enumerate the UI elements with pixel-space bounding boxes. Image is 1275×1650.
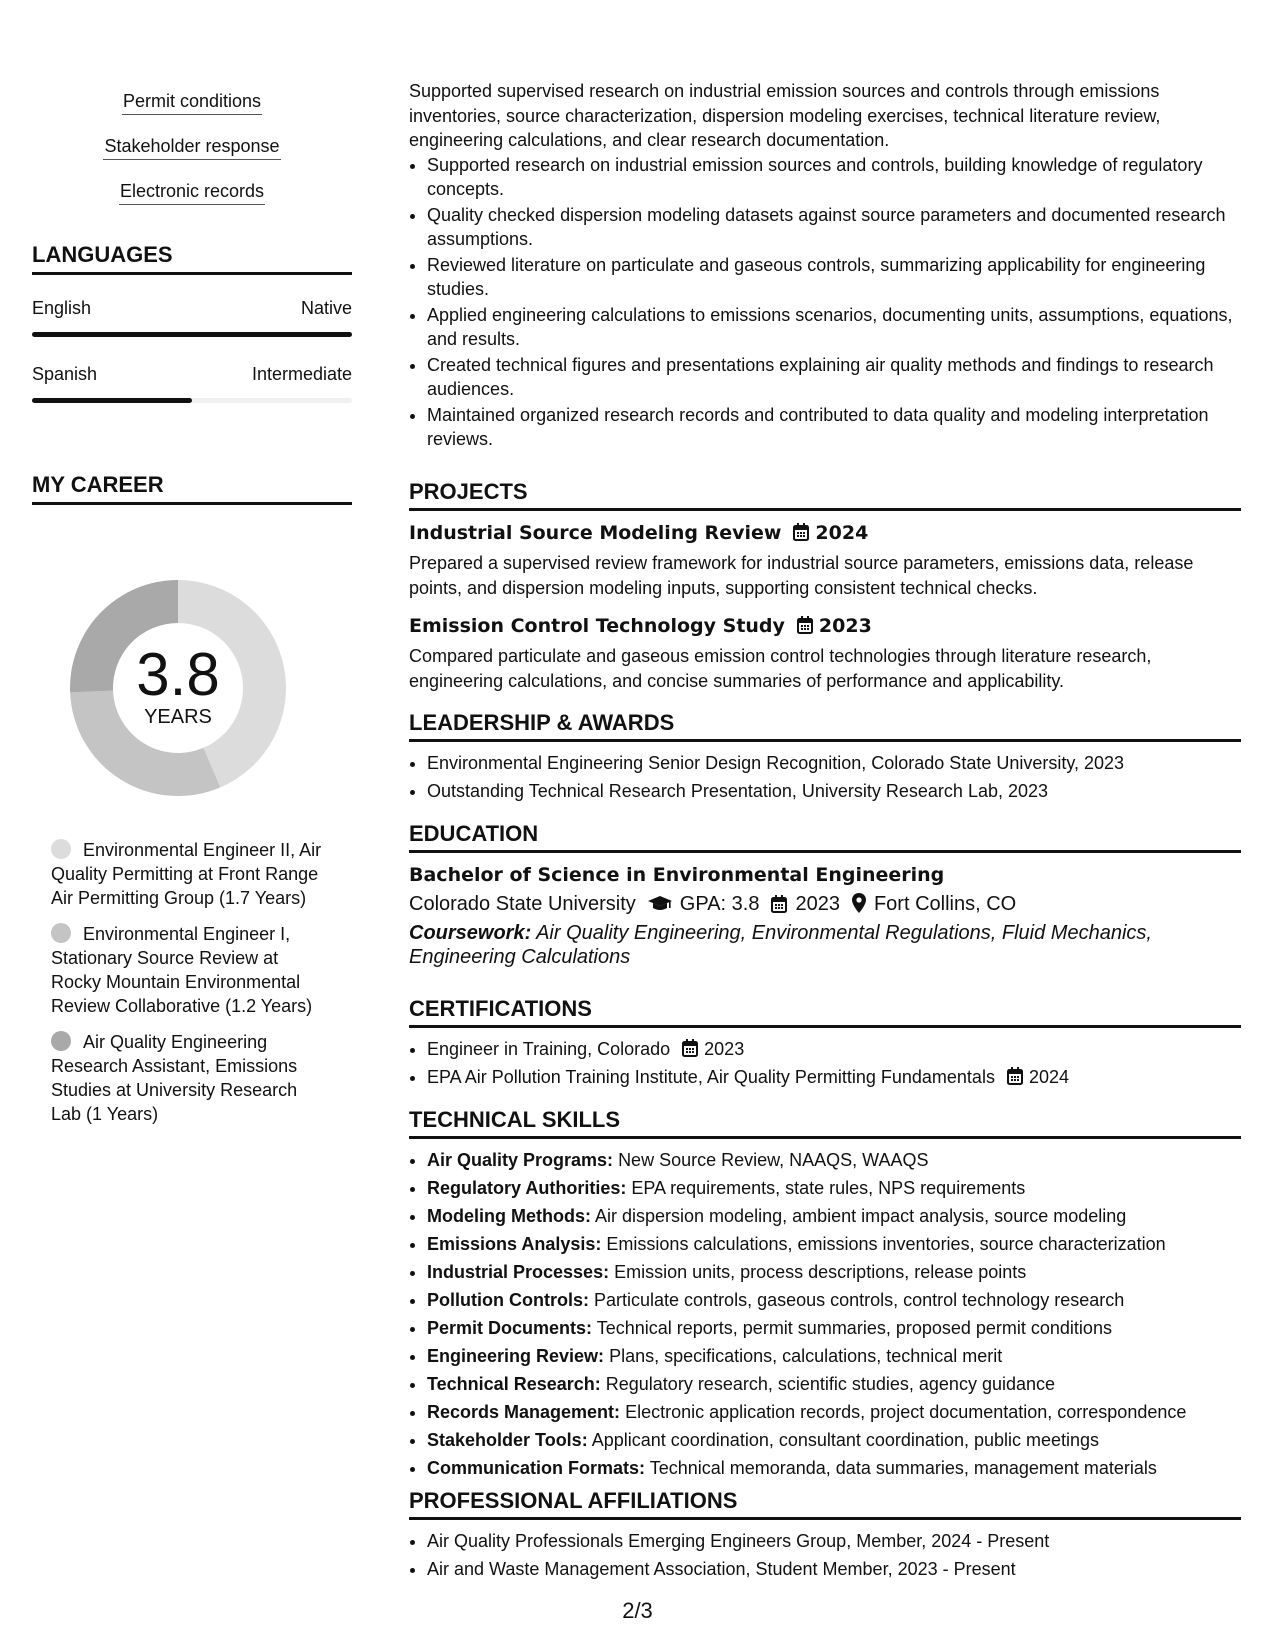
language-bar-fill <box>32 332 352 337</box>
legend-dot-icon <box>51 1031 71 1051</box>
skill-value: EPA requirements, state rules, NPS requirements <box>631 1178 1026 1198</box>
language-bar <box>32 398 352 403</box>
tag-list <box>32 88 352 223</box>
career-legend-text: Environmental Engineer II, Air Quality Permitting at Front Range Air Permitting Group (1.7 Years) <box>51 840 322 908</box>
leadership-item: • Outstanding Technical Research Presentation, University Research Lab, 2023 <box>427 778 1241 805</box>
experience-summary: Supported supervised research on industrial emission sources and controls through emissions inventories, source characterization, dispersion modeling exercises, technical literature review, engineering calculations, and clear research documentation. <box>409 81 1161 150</box>
skill-value: Technical memoranda, data summaries, management materials <box>649 1458 1157 1478</box>
career-legend-item <box>51 922 331 1018</box>
leadership-heading: LEADERSHIP & AWARDS <box>409 709 1241 742</box>
career-legend-text: Environmental Engineer I, Stationary Source Review at Rocky Mountain Environmental Review Collaborative (1.2 Years) <box>51 924 313 1016</box>
skill-label: Emissions Analysis: <box>427 1234 602 1254</box>
skill-item <box>427 1455 1241 1482</box>
career-legend-item <box>51 1030 331 1126</box>
affiliations-heading: PROFESSIONAL AFFILIATIONS <box>409 1487 1241 1520</box>
experience-bullet: • Reviewed literature on particulate and gaseous controls, summarizing applicability for engineering studies. <box>427 253 1241 302</box>
experience-bullet: • Created technical figures and presentations explaining air quality methods and findings to research audiences. <box>427 353 1241 402</box>
certifications-list <box>409 1036 1241 1091</box>
projects-heading: PROJECTS <box>409 478 1241 511</box>
school-location: Fort Collins, CO <box>873 893 1017 915</box>
gpa: GPA: 3.8 <box>679 893 760 915</box>
project-name: Emission Control Technology Study <box>409 615 785 637</box>
calendar-icon <box>1007 1067 1023 1085</box>
graduation-cap-icon <box>648 895 672 913</box>
career-legend-text: Air Quality Engineering Research Assistant, Emissions Studies at University Research Lab (1 Years) <box>51 1032 298 1124</box>
skill-value: Electronic application records, project documentation, correspondence <box>625 1402 1187 1422</box>
experience-continued <box>409 79 1241 453</box>
skill-value: Technical reports, permit summaries, proposed permit conditions <box>596 1318 1112 1338</box>
skill-value: Emission units, process descriptions, release points <box>614 1262 1027 1282</box>
legend-dot-icon <box>51 923 71 943</box>
skill-item <box>427 1287 1241 1314</box>
leadership-list <box>409 750 1241 805</box>
skill-item <box>427 1147 1241 1174</box>
language-level: Native <box>300 298 352 318</box>
degree-title: Bachelor of Science in Environmental Engineering <box>409 864 945 886</box>
skill-item <box>427 1371 1241 1398</box>
skill-item <box>427 1203 1241 1230</box>
certification-year: 2023 <box>704 1039 745 1059</box>
leadership-item: • Environmental Engineering Senior Design Recognition, Colorado State University, 2023 <box>427 750 1241 777</box>
project-title-row <box>409 612 1241 640</box>
affiliation-item: • Air and Waste Management Association, Student Member, 2023 - Present <box>427 1556 1241 1583</box>
project-item <box>409 519 1241 600</box>
career-total-unit: YEARS <box>144 706 212 728</box>
skill-value: Air dispersion modeling, ambient impact analysis, source modeling <box>595 1206 1127 1226</box>
skill-value: Particulate controls, gaseous controls, control technology research <box>594 1290 1125 1310</box>
career-total <box>66 640 290 729</box>
skills-section <box>409 1106 1241 1483</box>
language-name: Spanish <box>32 364 98 384</box>
skill-item <box>427 1259 1241 1286</box>
skill-item <box>427 1231 1241 1258</box>
project-item <box>409 612 1241 693</box>
experience-bullet: • Maintained organized research records and contributed to data quality and modeling interpretation reviews. <box>427 403 1241 452</box>
certification-item <box>427 1036 1241 1063</box>
career-legend-item <box>51 838 331 910</box>
education-heading: EDUCATION <box>409 820 1241 853</box>
skill-label: Engineering Review: <box>427 1346 605 1366</box>
skill-value: Plans, specifications, calculations, technical merit <box>609 1346 1003 1366</box>
education-section <box>409 820 1241 969</box>
certification-item <box>427 1064 1241 1091</box>
skill-value: Emissions calculations, emissions inventories, source characterization <box>606 1234 1166 1254</box>
tag: Permit conditions <box>122 88 262 115</box>
school-name: Colorado State University <box>409 893 636 915</box>
calendar-icon <box>771 895 787 913</box>
skill-item <box>427 1315 1241 1342</box>
experience-bullets <box>409 153 1241 452</box>
project-year: 2024 <box>815 522 869 544</box>
skill-item <box>427 1343 1241 1370</box>
language-bar <box>32 332 352 337</box>
skill-label: Permit Documents: <box>427 1318 593 1338</box>
language-level: Intermediate <box>251 364 352 384</box>
calendar-icon <box>793 523 809 541</box>
calendar-icon <box>682 1039 698 1057</box>
career-legend <box>51 838 331 1138</box>
experience-bullet: • Supported research on industrial emission sources and controls, building knowledge of regulatory concepts. <box>427 153 1241 202</box>
skill-item <box>427 1175 1241 1202</box>
affiliation-item: • Air Quality Professionals Emerging Engineers Group, Member, 2024 - Present <box>427 1528 1241 1555</box>
skill-label: Modeling Methods: <box>427 1206 591 1226</box>
leadership-section <box>409 709 1241 806</box>
skill-label: Stakeholder Tools: <box>427 1430 588 1450</box>
skill-item <box>427 1399 1241 1426</box>
projects-section <box>409 478 1241 693</box>
coursework-label: Coursework: <box>409 922 532 944</box>
skill-label: Technical Research: <box>427 1374 601 1394</box>
skill-value: Applicant coordination, consultant coordination, public meetings <box>591 1430 1100 1450</box>
skill-label: Air Quality Programs: <box>427 1150 614 1170</box>
page-number: 2/3 <box>622 1598 653 1623</box>
skill-value: Regulatory research, scientific studies, agency guidance <box>605 1374 1056 1394</box>
project-title-row <box>409 519 1241 547</box>
project-description: Prepared a supervised review framework for industrial source parameters, emissions data, release points, and dispersion modeling inputs, supporting consistent technical checks. <box>409 553 1194 598</box>
graduation-year: 2023 <box>795 893 840 915</box>
education-details <box>409 889 1241 919</box>
language-bar-fill <box>32 398 192 403</box>
skill-label: Industrial Processes: <box>427 1262 610 1282</box>
affiliations-section <box>409 1487 1241 1584</box>
coursework <box>409 921 1241 969</box>
skill-label: Regulatory Authorities: <box>427 1178 627 1198</box>
calendar-icon <box>797 616 813 634</box>
certification-year: 2024 <box>1028 1067 1069 1087</box>
location-pin-icon <box>852 893 866 913</box>
tag: Stakeholder response <box>103 133 280 160</box>
skills-heading: TECHNICAL SKILLS <box>409 1106 1241 1139</box>
tag: Electronic records <box>119 178 265 205</box>
skill-value: New Source Review, NAAQS, WAAQS <box>618 1150 929 1170</box>
certification-name: Engineer in Training, Colorado <box>427 1039 671 1059</box>
affiliations-list <box>409 1528 1241 1583</box>
language-name: English <box>32 298 92 318</box>
experience-bullet: • Applied engineering calculations to emissions scenarios, documenting units, assumptions, equations, and results. <box>427 303 1241 352</box>
certification-name: EPA Air Pollution Training Institute, Air Quality Permitting Fundamentals <box>427 1067 995 1087</box>
project-description: Compared particulate and gaseous emission control technologies through literature research, engineering calculations, and concise summaries of performance and applicability. <box>409 646 1152 691</box>
coursework-list: Air Quality Engineering, Environmental Regulations, Fluid Mechanics, Engineering Calculations <box>409 922 1152 968</box>
experience-bullet: • Quality checked dispersion modeling datasets against source parameters and documented research assumptions. <box>427 203 1241 252</box>
skill-label: Pollution Controls: <box>427 1290 589 1310</box>
career-heading: MY CAREER <box>32 472 352 505</box>
legend-dot-icon <box>51 839 71 859</box>
skill-label: Records Management: <box>427 1402 621 1422</box>
skill-label: Communication Formats: <box>427 1458 646 1478</box>
skills-list <box>409 1147 1241 1482</box>
career-total-number: 3.8 <box>136 641 220 708</box>
certifications-section <box>409 995 1241 1092</box>
project-year: 2023 <box>818 615 872 637</box>
project-name: Industrial Source Modeling Review <box>409 522 782 544</box>
languages-heading: LANGUAGES <box>32 242 352 275</box>
certifications-heading: CERTIFICATIONS <box>409 995 1241 1028</box>
skill-item <box>427 1427 1241 1454</box>
